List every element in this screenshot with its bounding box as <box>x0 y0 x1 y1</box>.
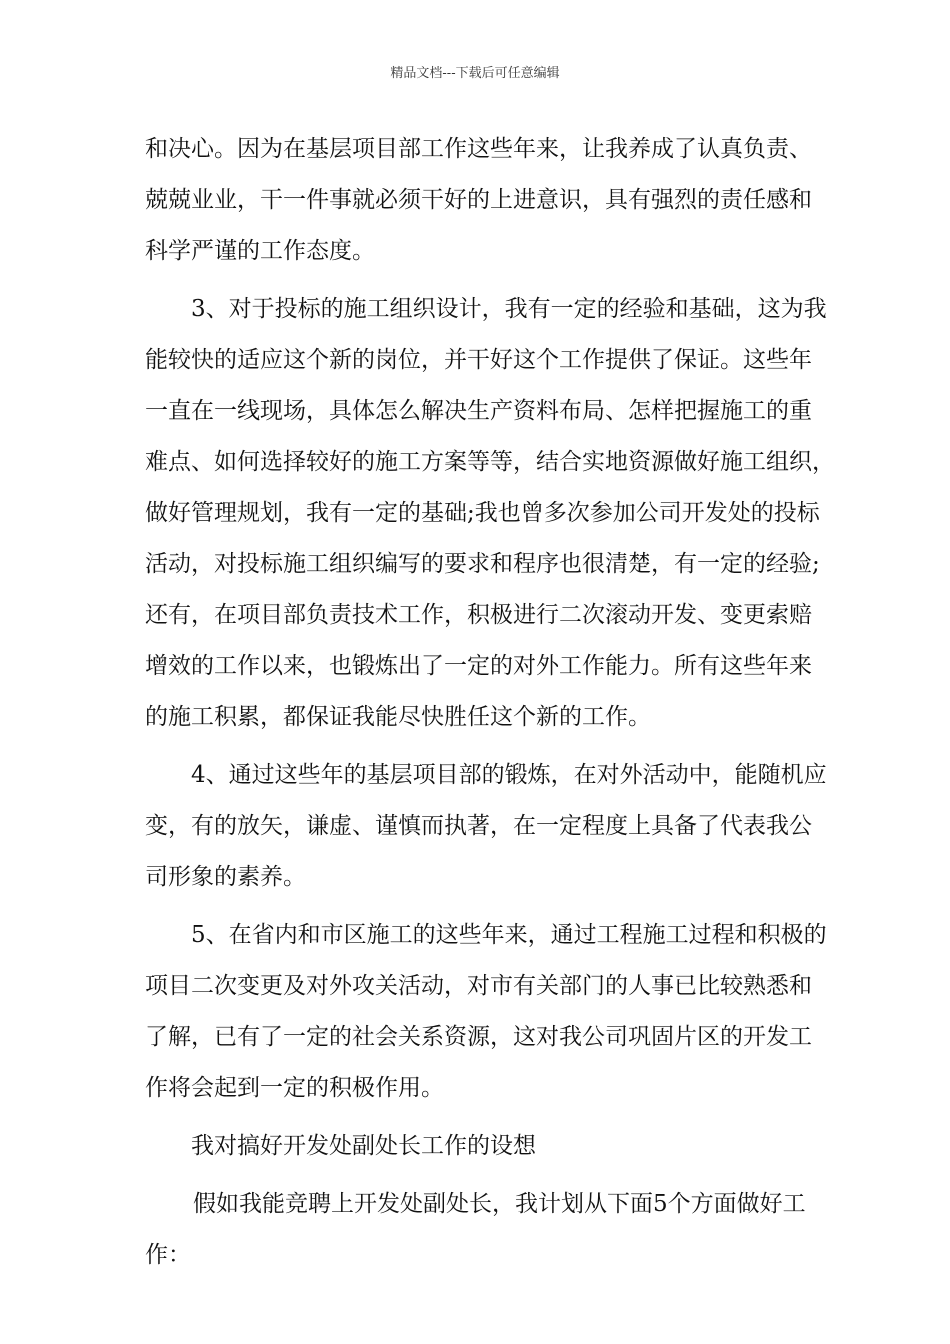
paragraph-1-line-2: 兢兢业业，干一件事就必须干好的上进意识，具有强烈的责任感和 <box>145 187 812 213</box>
paragraph-2-line-4: 难点、如何选择较好的施工方案等等，结合实地资源做好施工组织， <box>145 449 835 475</box>
page-header: 精品文档---下载后可任意编辑 <box>390 66 560 81</box>
paragraph-5-line-2: 作： <box>145 1242 191 1268</box>
paragraph-4-line-2: 项目二次变更及对外攻关活动，对市有关部门的人事已比较熟悉和 <box>145 973 812 999</box>
paragraph-4-line-3: 了解，已有了一定的社会关系资源，这对我公司巩固片区的开发工 <box>145 1024 812 1050</box>
paragraph-4-line-1: 5、在省内和市区施工的这些年来，通过工程施工过程和积极的 <box>191 922 827 948</box>
paragraph-2-line-6: 活动，对投标施工组织编写的要求和程序也很清楚，有一定的经验; <box>145 551 820 577</box>
paragraph-3-line-2: 变，有的放矢，谦虚、谨慎而执著，在一定程度上具备了代表我公 <box>145 813 812 839</box>
document-body <box>145 124 835 1281</box>
paragraph-1-line-3: 科学严谨的工作态度。 <box>145 238 375 264</box>
paragraph-4-line-4: 作将会起到一定的积极作用。 <box>145 1075 444 1101</box>
paragraph-3-line-3: 司形象的素养。 <box>145 864 306 890</box>
paragraph-2-line-9: 的施工积累，都保证我能尽快胜任这个新的工作。 <box>145 704 651 730</box>
section-heading: 我对搞好开发处副处长工作的设想 <box>191 1133 536 1159</box>
paragraph-2-line-7: 还有，在项目部负责技术工作，积极进行二次滚动开发、变更索赔 <box>145 602 812 628</box>
paragraph-2-line-8: 增效的工作以来，也锻炼出了一定的对外工作能力。所有这些年来 <box>145 653 812 679</box>
paragraph-2-line-3: 一直在一线现场，具体怎么解决生产资料布局、怎样把握施工的重 <box>145 398 812 424</box>
paragraph-2-line-2: 能较快的适应这个新的岗位，并干好这个工作提供了保证。这些年 <box>145 347 812 373</box>
paragraph-1-line-1: 和决心。因为在基层项目部工作这些年来，让我养成了认真负责、 <box>145 136 812 162</box>
paragraph-3-line-1: 4、通过这些年的基层项目部的锻炼，在对外活动中，能随机应 <box>191 762 827 788</box>
paragraph-2-line-1: 3、对于投标的施工组织设计，我有一定的经验和基础，这为我 <box>191 296 827 322</box>
paragraph-5-line-1: 假如我能竞聘上开发处副处长，我计划从下面5个方面做好工 <box>193 1191 806 1217</box>
paragraph-2-line-5: 做好管理规划，我有一定的基础;我也曾多次参加公司开发处的投标 <box>145 500 820 526</box>
